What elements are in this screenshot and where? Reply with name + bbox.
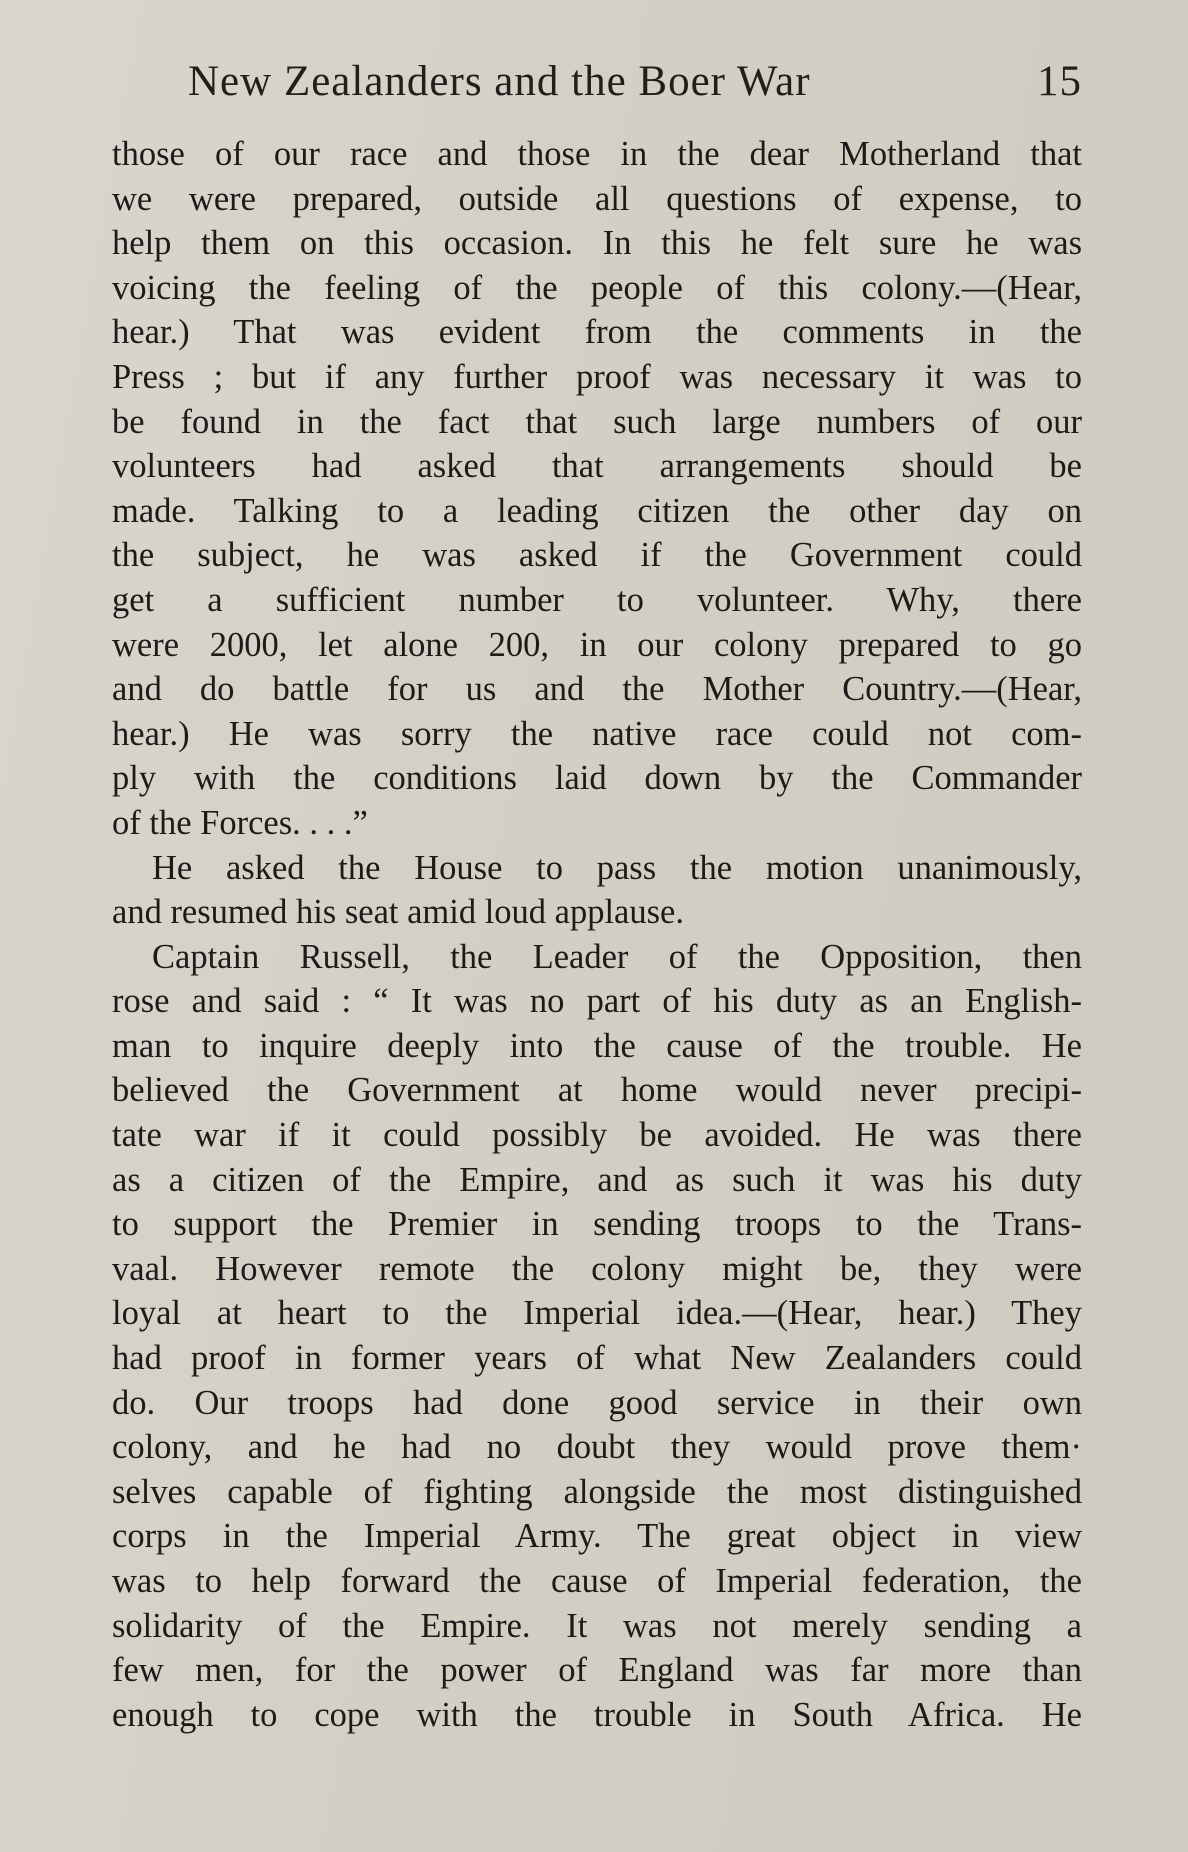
text-line: voicing the feeling of the people of this colony.—(Hear, (112, 268, 1082, 307)
text-line: few men, for the power of England was far more than (112, 1651, 1082, 1690)
text-line: Press ; but if any further proof was necessary it was to (112, 357, 1082, 396)
text-line: ply with the conditions laid down by the Commander (112, 759, 1082, 798)
text-line: help them on this occasion. In this he felt sure he was (112, 224, 1082, 263)
text-line: was to help forward the cause of Imperial federation, the (112, 1562, 1082, 1600)
text-line: tate war if it could possibly be avoided. He was there (112, 1116, 1082, 1155)
text-line: those of our race and those in the dear Motherland that (112, 135, 1082, 173)
text-line: to support the Premier in sending troops to the Trans- (112, 1205, 1082, 1244)
text-line: enough to cope with the trouble in South Africa. He (112, 1695, 1082, 1734)
text-line: rose and said : “ It was no part of his duty as an English- (112, 982, 1082, 1021)
text-line: had proof in former years of what New Zealanders could (112, 1339, 1082, 1378)
text-line-paragraph-end: and resumed his seat amid loud applause. (112, 893, 684, 932)
text-line: were 2000, let alone 200, in our colony prepared to go (112, 625, 1082, 664)
text-line: solidarity of the Empire. It was not merely sending a (112, 1606, 1082, 1645)
text-line: get a sufficient number to volunteer. Why, there (112, 580, 1082, 619)
text-line: selves capable of fighting alongside the most distinguished (112, 1472, 1082, 1511)
page-number: 15 (1037, 58, 1082, 105)
running-title: New Zealanders and the Boer War (188, 58, 811, 105)
text-line: as a citizen of the Empire, and as such it was his duty (112, 1160, 1082, 1199)
text-line-paragraph-end: of the Forces. . . .” (112, 803, 368, 842)
text-line: hear.) He was sorry the native race could not com- (112, 714, 1082, 753)
text-line: loyal at heart to the Imperial idea.—(Hear, hear.) They (112, 1294, 1082, 1333)
text-line: vaal. However remote the colony might be, they were (112, 1249, 1082, 1288)
text-line: be found in the fact that such large numbers of our (112, 402, 1082, 441)
text-line-paragraph-start: He asked the House to pass the motion unanimously, (152, 848, 1082, 887)
text-line: believed the Government at home would never precipi- (112, 1071, 1082, 1110)
text-line: corps in the Imperial Army. The great object in view (112, 1517, 1082, 1556)
text-line: hear.) That was evident from the comments in the (112, 313, 1082, 352)
text-line: man to inquire deeply into the cause of the trouble. He (112, 1026, 1082, 1065)
text-line-paragraph-start: Captain Russell, the Leader of the Opposition, then (152, 937, 1082, 976)
text-line: volunteers had asked that arrangements should be (112, 447, 1082, 486)
body-text (112, 132, 1082, 1737)
text-line: we were prepared, outside all questions of expense, to (112, 179, 1082, 218)
text-line: do. Our troops had done good service in their own (112, 1383, 1082, 1422)
text-line: made. Talking to a leading citizen the other day on (112, 491, 1082, 530)
text-line: and do battle for us and the Mother Country.—(Hear, (112, 670, 1082, 709)
text-line: the subject, he was asked if the Government could (112, 536, 1082, 575)
text-line: colony, and he had no doubt they would prove them· (112, 1428, 1082, 1467)
running-head (112, 52, 1082, 112)
